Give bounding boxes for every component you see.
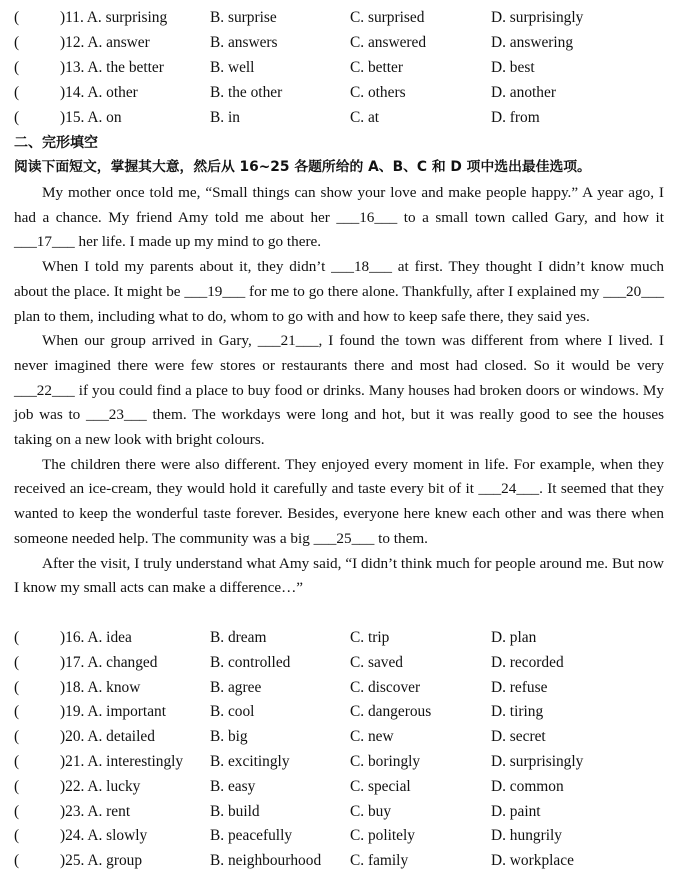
passage-text: if you could find a place to buy food or drinks. Many houses had broken doors or windows. My job was to (14, 381, 664, 424)
option-c: C. discover (350, 678, 421, 696)
passage-text: The children there were also different. They enjoyed every moment in life. For example, when they received an ice-cream, they would hold it carefully and taste every bit of it (14, 455, 664, 498)
option-c: C. boringly (350, 753, 421, 770)
option-d: D. another (491, 84, 556, 101)
option-c: C. surprised (350, 9, 425, 26)
option-b: B. easy (210, 777, 256, 795)
question-row (0, 81, 682, 105)
option-b: B. excitingly (210, 753, 290, 770)
option-c: C. special (350, 777, 411, 795)
answer-blank: ___23___ (86, 406, 147, 424)
answer-paren: ( (14, 728, 20, 746)
option-d: D. from (491, 109, 540, 126)
answer-blank: ___16___ (336, 208, 398, 226)
passage-text: for me to go there alone. Thankfully, after I explained my (245, 282, 604, 300)
passage-text: her life. I made up my mind to go there. (74, 233, 322, 251)
answer-blank: ___20___ (603, 282, 664, 300)
question-row (0, 775, 682, 799)
passage-paragraph (14, 329, 664, 453)
option-b: B. big (210, 728, 248, 746)
option-b: B. build (210, 802, 260, 820)
option-c: C. dangerous (350, 703, 432, 721)
option-d: D. surprisingly (491, 753, 584, 770)
passage-text: When I told my parents about it, they didn’t (42, 258, 332, 276)
option-c: C. better (350, 59, 403, 76)
question-row (0, 700, 682, 724)
passage-text: them. The workdays were long and hot, but it was really good to see the houses taking on a new look with bright colours. (14, 406, 665, 449)
option-a: )16. A. idea (60, 629, 132, 646)
option-d: D. recorded (491, 653, 564, 671)
option-c: C. politely (350, 827, 415, 845)
answer-paren: ( (14, 852, 20, 870)
option-a: )19. A. important (60, 703, 167, 721)
option-a: )11. A. surprising (60, 9, 168, 26)
passage-text: . It seemed that they wanted to keep the wonderful taste forever. Besides, everyone here knew each other and was there when someone needed help. The community was a big (14, 480, 664, 547)
question-row (0, 626, 682, 650)
option-a: )12. A. answer (60, 34, 150, 51)
option-b: B. cool (210, 703, 255, 721)
answer-blank: ___24___ (478, 480, 540, 498)
option-d: D. tiring (491, 703, 544, 721)
passage-text: at first. They thought I didn’t know much about the place. It might be (14, 258, 664, 300)
option-d: D. plan (491, 629, 537, 646)
answer-blank: ___22___ (14, 381, 75, 399)
instruction-text: 阅读下面短文，掌握其大意，然后从 16~25 各题所给的 A、B、C 和 D 项中选出最佳选项。 (14, 159, 591, 175)
option-a: )21. A. interestingly (60, 753, 184, 770)
option-a: )20. A. detailed (60, 728, 155, 746)
option-d: D. secret (491, 728, 546, 746)
option-d: D. workplace (491, 852, 574, 870)
option-a: )13. A. the better (60, 59, 164, 76)
answer-paren: ( (14, 9, 20, 26)
option-c: C. at (350, 109, 380, 126)
option-d: D. common (491, 777, 564, 795)
answer-blank: ___19___ (184, 282, 246, 300)
question-row (0, 725, 682, 749)
answer-paren: ( (14, 678, 20, 696)
question-row (0, 6, 682, 30)
option-b: B. neighbourhood (210, 852, 322, 870)
answer-paren: ( (14, 703, 20, 721)
passage-text: When our group arrived in Gary, (42, 332, 258, 350)
option-b: B. peacefully (210, 827, 293, 845)
answer-blank: ___18___ (331, 258, 392, 276)
passage-text: After the visit, I truly understand what Amy said, “I didn’t think much for people around me. But now I know my small acts can make a difference…” (14, 554, 664, 597)
option-b: B. answers (210, 34, 278, 51)
option-a: )22. A. lucky (60, 777, 141, 795)
answer-paren: ( (14, 777, 20, 795)
answer-paren: ( (14, 653, 20, 671)
option-a: )17. A. changed (60, 653, 158, 671)
question-row (0, 800, 682, 824)
option-d: D. answering (491, 34, 574, 51)
option-b: B. in (210, 109, 240, 126)
option-a: )24. A. slowly (60, 827, 148, 845)
section-title: 二、完形填空 (14, 135, 98, 151)
option-c: C. saved (350, 653, 404, 671)
option-b: B. the other (210, 84, 283, 101)
answer-paren: ( (14, 109, 20, 126)
option-c: C. family (350, 852, 409, 870)
question-row (0, 824, 682, 848)
cloze-passage (14, 181, 664, 601)
option-a: )14. A. other (60, 84, 138, 101)
option-b: B. dream (210, 629, 267, 646)
option-d: D. best (491, 59, 535, 76)
option-d: D. surprisingly (491, 9, 584, 26)
answer-blank: ___17___ (14, 233, 75, 251)
option-c: C. buy (350, 802, 392, 820)
option-d: D. refuse (491, 678, 548, 696)
passage-paragraph (14, 453, 664, 552)
answer-paren: ( (14, 59, 20, 76)
option-a: )23. A. rent (60, 802, 131, 820)
answer-paren: ( (14, 84, 20, 101)
option-b: B. agree (210, 678, 262, 696)
option-c: C. others (350, 84, 406, 101)
option-a: )25. A. group (60, 852, 143, 870)
option-d: D. paint (491, 802, 541, 820)
option-b: B. well (210, 59, 255, 76)
option-b: B. controlled (210, 653, 291, 671)
passage-text: to them. (374, 529, 428, 547)
passage-text: to a small town called Gary, and how it (397, 208, 664, 226)
passage-text: , I found the town was different from where I lived. I never imagined there were few stores or restaurants there and most had closed. So it would be very (14, 332, 664, 374)
passage-paragraph (14, 255, 664, 329)
question-row (0, 651, 682, 675)
option-c: C. answered (350, 34, 427, 51)
option-c: C. trip (350, 629, 390, 646)
answer-paren: ( (14, 802, 20, 820)
answer-blank: ___25___ (313, 529, 375, 547)
question-row (0, 849, 682, 873)
question-row (0, 56, 682, 80)
answer-paren: ( (14, 629, 20, 646)
passage-paragraph (14, 552, 664, 601)
option-a: )15. A. on (60, 109, 122, 126)
answer-blank: ___21___ (257, 332, 319, 350)
option-a: )18. A. know (60, 678, 141, 696)
question-row (0, 31, 682, 55)
passage-text: My mother once told me, “Small things can show your love and make people happy.” A year ago, I had a chance. My friend Amy told me about her (14, 184, 664, 226)
question-row (0, 106, 682, 130)
option-c: C. new (350, 728, 394, 746)
question-row (0, 750, 682, 774)
passage-paragraph (14, 181, 664, 255)
option-d: D. hungrily (491, 827, 562, 845)
answer-paren: ( (14, 753, 20, 770)
answer-paren: ( (14, 827, 20, 845)
question-row (0, 676, 682, 700)
option-b: B. surprise (210, 9, 277, 26)
answer-paren: ( (14, 34, 20, 51)
passage-text: plan to them, including what to do, whom to go with and how to keep safe there, they said yes. (14, 307, 590, 325)
